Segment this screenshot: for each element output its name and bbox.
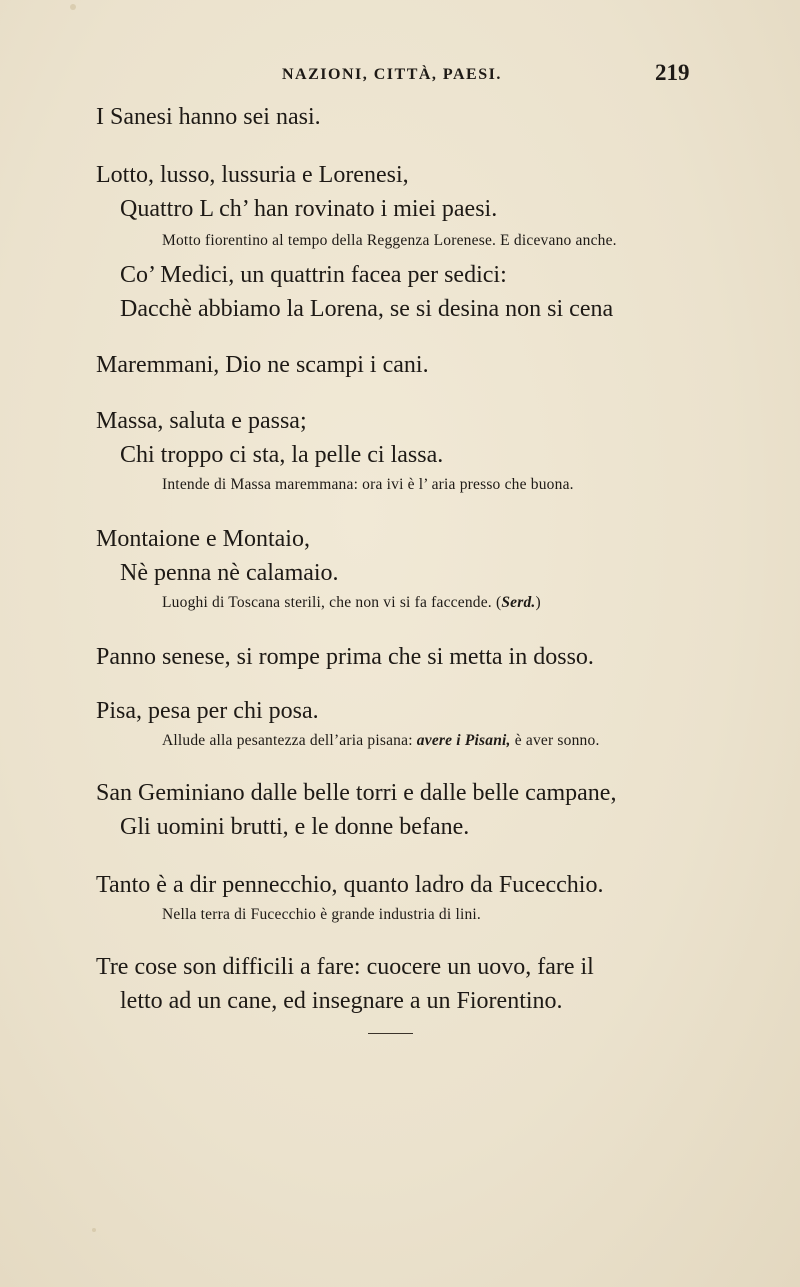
proverb-line: Co’ Medici, un quattrin facea per sedici:: [120, 262, 507, 288]
proverb-line: San Geminiano dalle belle torri e dalle belle campane,: [96, 780, 617, 806]
proverb-note: Nella terra di Fucecchio è grande industria di lini.: [162, 906, 481, 923]
note-text: Allude alla pesantezza dell’aria pisana:: [162, 732, 417, 749]
paper-spot: [92, 1228, 96, 1232]
proverb-list: [96, 100, 716, 1045]
proverb-note: [96, 728, 716, 754]
proverb-line: Tre cose son difficili a fare: cuocere un uovo, fare il: [96, 954, 594, 980]
proverb-entry: [96, 868, 716, 928]
header-title: NAZIONI, CITTÀ, PAESI.: [282, 66, 502, 83]
proverb-entry: [96, 348, 716, 382]
proverb-line: Pisa, pesa per chi posa.: [96, 698, 319, 724]
proverb-line: Maremmani, Dio ne scampi i cani.: [96, 352, 429, 378]
note-text: Luoghi di Toscana sterili, che non vi si fa faccende. (: [162, 594, 502, 611]
note-text: ): [535, 594, 541, 611]
proverb-note: [96, 590, 716, 616]
note-emphasis: avere i Pisani,: [416, 732, 511, 749]
proverb-line: Chi troppo ci sta, la pelle ci lassa.: [120, 442, 444, 468]
proverb-line: Dacchè abbiamo la Lorena, se si desina non si cena: [120, 296, 614, 322]
proverb-entry: [96, 100, 716, 134]
running-header: [0, 62, 800, 92]
proverb-note: Intende di Massa maremmana: ora ivi è l’ aria presso che buona.: [162, 476, 574, 493]
proverb-line: Panno senese, si rompe prima che si metta in dosso.: [96, 644, 594, 670]
proverb-line: Nè penna nè calamaio.: [120, 560, 339, 586]
proverb-line: Tanto è a dir pennecchio, quanto ladro da Fucecchio.: [96, 872, 604, 898]
page-number: 219: [655, 60, 690, 85]
note-citation: Serd.: [501, 594, 536, 611]
proverb-entry: [96, 640, 716, 674]
proverb-line: I Sanesi hanno sei nasi.: [96, 104, 321, 130]
proverb-entry: [96, 776, 716, 844]
proverb-entry: [96, 522, 716, 616]
proverb-note: Motto fiorentino al tempo della Reggenza Lorenese. E dicevano anche.: [162, 232, 617, 249]
paper-spot: [70, 4, 76, 10]
proverb-line: Lotto, lusso, lussuria e Lorenesi,: [96, 162, 409, 188]
proverb-entry: [96, 404, 716, 498]
proverb-entry: [96, 694, 716, 754]
proverb-line: letto ad un cane, ed insegnare a un Fiorentino.: [120, 988, 563, 1014]
proverb-line: Montaione e Montaio,: [96, 526, 310, 552]
proverb-line: Gli uomini brutti, e le donne befane.: [120, 814, 470, 840]
proverb-line: Quattro L ch’ han rovinato i miei paesi.: [120, 196, 498, 222]
proverb-line: Massa, saluta e passa;: [96, 408, 307, 434]
proverb-entry: [96, 950, 716, 1018]
end-rule: [368, 1033, 413, 1034]
proverb-entry: [96, 158, 716, 326]
note-text: è aver sonno.: [510, 732, 600, 749]
